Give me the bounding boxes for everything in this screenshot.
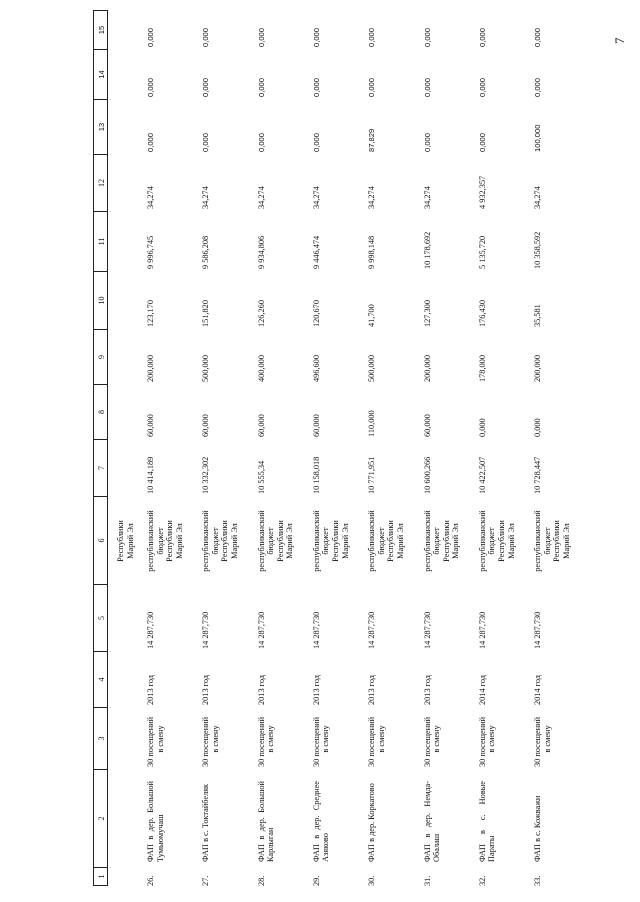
year: 2013 год: [201, 675, 211, 705]
value-c13: 0,000: [311, 132, 321, 152]
value-c7: 10 555,34: [256, 460, 266, 494]
facility-name: ФАП в дер. Немда-Обалаш: [422, 781, 442, 862]
value-c10: 35,581: [533, 304, 543, 327]
value-c9: 500,000: [367, 355, 377, 382]
value-c7: 10 728,447: [533, 456, 543, 494]
capacity-line: в смену: [155, 725, 165, 753]
value-c8: 60,000: [422, 414, 432, 437]
funding-source-cell: [257, 497, 295, 585]
value-c15: 0,000: [256, 27, 266, 47]
header-cell: 9: [93, 330, 108, 385]
funding-source-line: Марий Эл: [230, 523, 240, 559]
value-c8: 60,000: [201, 414, 211, 437]
funding-source-line: республиканский: [422, 510, 432, 572]
header-cell: 8: [93, 385, 108, 440]
value-c14: 0,000: [533, 77, 543, 97]
page-number: 7: [612, 37, 627, 44]
value-c10: 123,170: [146, 300, 155, 327]
value-c10: 120,670: [311, 300, 321, 327]
capacity-cell: [201, 708, 220, 770]
value-c12: 34,274: [311, 186, 321, 209]
value-c11: 9 586,208: [201, 235, 211, 269]
funding-source-line: Марий Эл: [340, 523, 350, 559]
year: 2013 год: [311, 675, 321, 705]
year: 2013 год: [367, 675, 377, 705]
value-c12: 34,274: [422, 186, 432, 209]
value-c13: 0,000: [256, 132, 266, 152]
value-c9: 200,000: [533, 355, 543, 382]
capacity-cell: [478, 708, 497, 770]
header-cell: 15: [93, 10, 108, 50]
funding-source-line: республиканский: [533, 510, 543, 572]
row-number: 29.: [311, 875, 321, 886]
facility-name: ФАП в с. Токтайбеляк: [201, 783, 211, 862]
value-c12: 4 932,357: [477, 175, 487, 209]
value-c9: 200,000: [146, 355, 155, 382]
funding-source-cell: [367, 497, 405, 585]
row-number: 31.: [422, 875, 432, 886]
value-c13: 87,829: [367, 128, 377, 152]
value-c12: 34,274: [146, 186, 155, 209]
capacity-line: в смену: [432, 725, 442, 753]
capacity-line: 30 посещений: [477, 716, 487, 767]
estimated-cost: 14 287,730: [422, 611, 432, 649]
facility-name: ФАП в с. Новые Параты: [477, 781, 497, 862]
year: 2014 год: [533, 675, 543, 705]
value-c14: 0,000: [422, 77, 432, 97]
capacity-cell: [146, 708, 165, 770]
value-c7: 10 414,189: [146, 456, 155, 494]
header-cell: 13: [93, 100, 108, 155]
funding-source-line: бюджет: [266, 527, 276, 555]
header-cell: 5: [93, 585, 108, 652]
year: 2013 год: [146, 675, 155, 705]
capacity-line: 30 посещений: [146, 716, 155, 767]
value-c9: 496,600: [311, 355, 321, 382]
funding-source-line: Республики: [165, 520, 175, 562]
facility-name: ФАП в с. Кожважи: [533, 795, 543, 862]
row-number: 30.: [367, 875, 377, 886]
value-c15: 0,000: [146, 27, 155, 47]
facility-name: ФАП в дер. Большой Карлыган: [256, 781, 276, 862]
funding-source-line: республиканский: [367, 510, 377, 572]
value-c15: 0,000: [477, 27, 487, 47]
funding-source-line: бюджет: [487, 527, 497, 555]
value-c14: 0,000: [367, 77, 377, 97]
estimated-cost: 14 287,730: [256, 611, 266, 649]
value-c15: 0,000: [311, 27, 321, 47]
funding-source-cell: [533, 497, 571, 585]
value-c7: 10 771,951: [367, 456, 377, 494]
value-c8: 110,000: [367, 410, 377, 437]
value-c12: 34,274: [256, 186, 266, 209]
funding-source-line: республиканский: [146, 510, 155, 572]
value-c7: 10 600,266: [422, 456, 432, 494]
header-cell: 4: [93, 652, 108, 708]
funding-source-line: республиканский: [311, 510, 321, 572]
capacity-line: 30 посещений: [311, 716, 321, 767]
row-number: 32.: [477, 875, 487, 886]
value-c9: 500,000: [201, 355, 211, 382]
value-c12: 34,274: [533, 186, 543, 209]
funding-source-line: Республики: [496, 520, 506, 562]
value-c9: 200,000: [422, 355, 432, 382]
funding-source-line: Марий Эл: [174, 523, 184, 559]
value-c10: 41,700: [367, 304, 377, 327]
capacity-line: в смену: [376, 725, 386, 753]
continued-source-cell: [116, 497, 135, 585]
value-c8: 60,000: [146, 414, 155, 437]
facility-name: ФАП в дер. Среднее Азяково: [311, 781, 331, 862]
value-c13: 0,000: [201, 132, 211, 152]
funding-source-line: бюджет: [542, 527, 552, 555]
value-c11: 9 998,148: [367, 235, 377, 269]
facility-name: ФАП в дер. Коркатово: [367, 783, 377, 862]
value-c9: 400,000: [256, 355, 266, 382]
row-number: 33.: [533, 875, 543, 886]
capacity-line: в смену: [266, 725, 276, 753]
value-c11: 5 135,720: [477, 235, 487, 269]
header-cell: 6: [93, 497, 108, 585]
header-cell: 2: [93, 770, 108, 868]
value-c10: 151,820: [201, 300, 211, 327]
funding-source-line: республиканский: [477, 510, 487, 572]
value-c7: 10 158,018: [311, 456, 321, 494]
funding-source-cell: [312, 497, 350, 585]
value-c7: 10 422,507: [477, 456, 487, 494]
value-c13: 0,000: [422, 132, 432, 152]
value-c15: 0,000: [201, 27, 211, 47]
facility-name: ФАП в дер. Большой Тумьюмучаш: [146, 781, 165, 862]
value-c10: 126,260: [256, 300, 266, 327]
capacity-line: в смену: [210, 725, 220, 753]
funding-source-line: Марий Эл: [561, 523, 571, 559]
funding-source-line: Марий Эл: [451, 523, 461, 559]
value-c13: 100,000: [533, 124, 543, 152]
value-c8: 0,000: [533, 418, 543, 437]
capacity-line: 30 посещений: [256, 716, 266, 767]
funding-source-line: республиканский: [201, 510, 211, 572]
header-cell: 7: [93, 440, 108, 497]
value-c8: 0,000: [477, 418, 487, 437]
value-c12: 34,274: [367, 186, 377, 209]
year: 2013 год: [256, 675, 266, 705]
continued-source-line: Марий Эл: [125, 523, 135, 559]
funding-source-line: Республики: [275, 520, 285, 562]
capacity-cell: [533, 708, 552, 770]
capacity-line: 30 посещений: [201, 716, 211, 767]
year: 2014 год: [477, 675, 487, 705]
value-c14: 0,000: [146, 77, 155, 97]
value-c11: 9 446,474: [311, 235, 321, 269]
header-cell: 14: [93, 50, 108, 100]
value-c14: 0,000: [201, 77, 211, 97]
funding-source-line: Республики: [220, 520, 230, 562]
value-c11: 10 358,592: [533, 231, 543, 269]
capacity-cell: [312, 708, 331, 770]
header-cell: 3: [93, 708, 108, 770]
value-c14: 0,000: [256, 77, 266, 97]
capacity-line: 30 посещений: [367, 716, 377, 767]
value-c13: 0,000: [477, 132, 487, 152]
value-c15: 0,000: [533, 27, 543, 47]
capacity-cell: [367, 708, 386, 770]
capacity-line: 30 посещений: [533, 716, 543, 767]
estimated-cost: 14 287,730: [533, 611, 543, 649]
funding-source-line: Республики: [331, 520, 341, 562]
capacity-cell: [423, 708, 442, 770]
funding-source-line: бюджет: [210, 527, 220, 555]
capacity-line: 30 посещений: [422, 716, 432, 767]
funding-source-line: республиканский: [256, 510, 266, 572]
funding-source-cell: [423, 497, 461, 585]
funding-source-line: Марий Эл: [506, 523, 516, 559]
capacity-cell: [257, 708, 276, 770]
funding-source-line: Республики: [552, 520, 562, 562]
value-c7: 10 332,302: [201, 456, 211, 494]
header-cell: 11: [93, 212, 108, 272]
value-c14: 0,000: [477, 77, 487, 97]
row-number: 27.: [201, 875, 211, 886]
value-c10: 176,430: [477, 300, 487, 327]
row-number: 28.: [256, 875, 266, 886]
funding-source-line: бюджет: [376, 527, 386, 555]
funding-source-line: бюджет: [321, 527, 331, 555]
funding-source-cell: [146, 497, 184, 585]
estimated-cost: 14 287,730: [477, 611, 487, 649]
value-c15: 0,000: [422, 27, 432, 47]
value-c15: 0,000: [367, 27, 377, 47]
value-c10: 127,300: [422, 300, 432, 327]
value-c14: 0,000: [311, 77, 321, 97]
header-cell: 10: [93, 272, 108, 330]
capacity-line: в смену: [487, 725, 497, 753]
funding-source-cell: [201, 497, 239, 585]
funding-source-line: бюджет: [432, 527, 442, 555]
funding-source-line: Республики: [441, 520, 451, 562]
continued-source-line: Республики: [116, 520, 125, 562]
value-c11: 9 996,745: [146, 235, 155, 269]
value-c11: 10 178,692: [422, 231, 432, 269]
estimated-cost: 14 287,730: [367, 611, 377, 649]
funding-source-line: Марий Эл: [395, 523, 405, 559]
row-number: 26.: [146, 875, 155, 886]
header-cell: 1: [93, 868, 108, 886]
value-c13: 0,000: [146, 132, 155, 152]
capacity-line: в смену: [542, 725, 552, 753]
value-c9: 178,000: [477, 355, 487, 382]
funding-source-line: Республики: [386, 520, 396, 562]
value-c8: 60,000: [256, 414, 266, 437]
funding-source-line: бюджет: [155, 527, 165, 555]
estimated-cost: 14 287,730: [146, 611, 155, 649]
header-cell: 12: [93, 155, 108, 212]
funding-source-line: Марий Эл: [285, 523, 295, 559]
estimated-cost: 14 287,730: [201, 611, 211, 649]
capacity-line: в смену: [321, 725, 331, 753]
funding-source-cell: [478, 497, 516, 585]
value-c12: 34,274: [201, 186, 211, 209]
value-c11: 9 934,806: [256, 235, 266, 269]
estimated-cost: 14 287,730: [311, 611, 321, 649]
value-c8: 60,000: [311, 414, 321, 437]
year: 2013 год: [422, 675, 432, 705]
